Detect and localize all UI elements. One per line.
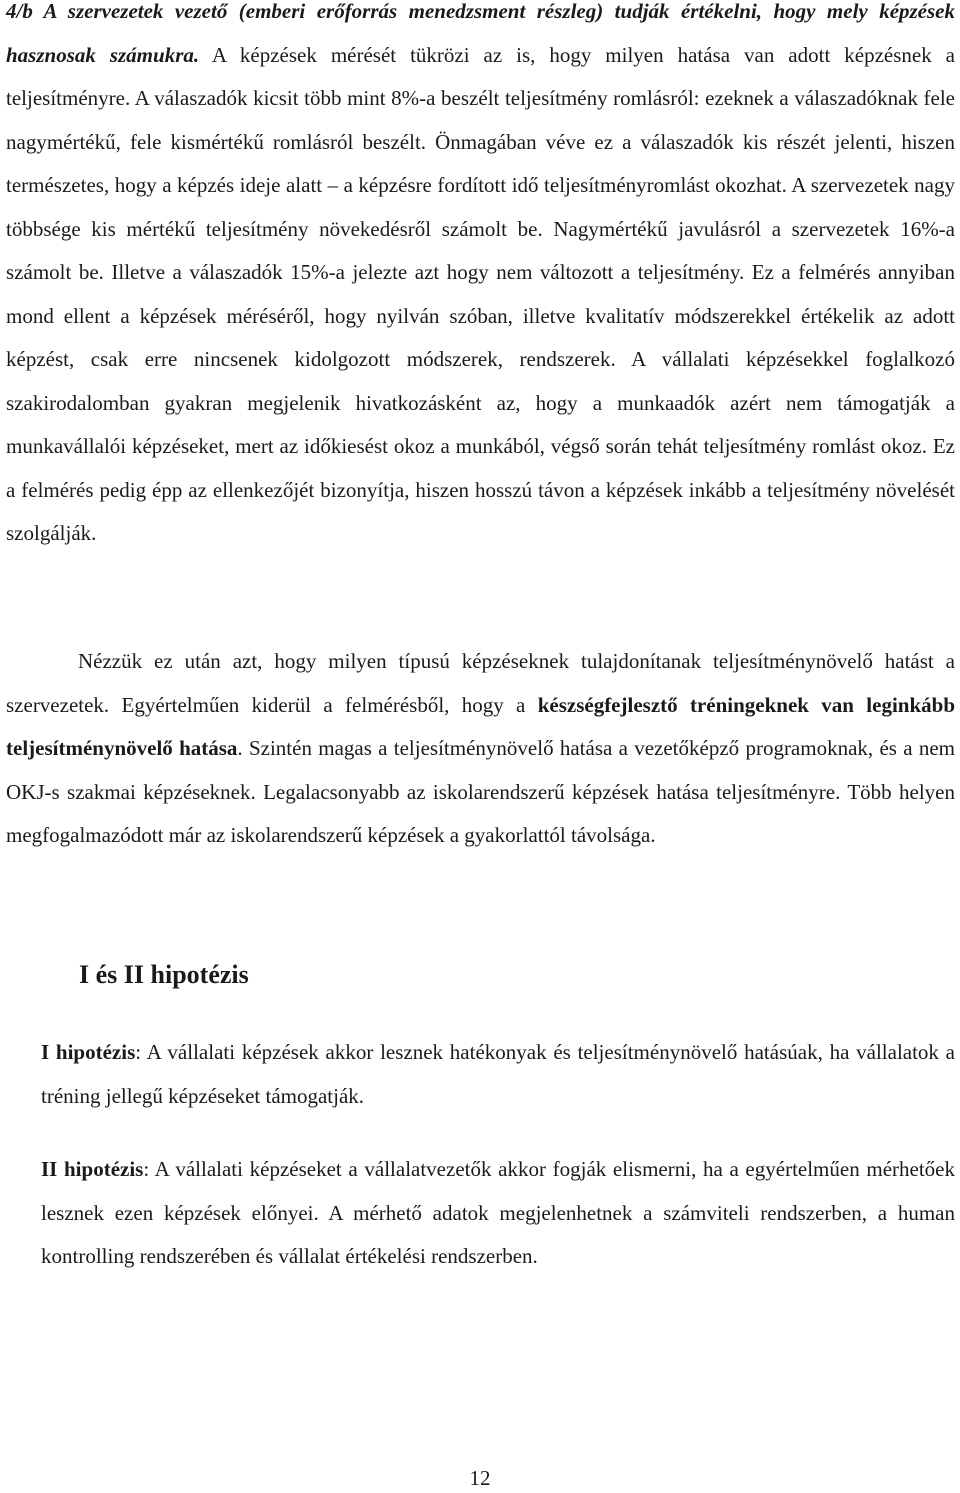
paragraph-1-text: A képzések mérését tükrözi az is, hogy milyen hatása van adott képzésnek a teljesítményre. A válaszadók kicsit több mint 8%-a beszélt teljesítmény romlásról: ezeknek a válaszadóknak fele nagymértékű, fele kismértékű romlásról beszélt. Önmagában véve ez a válaszadók kis részét jelenti, hiszen természetes, hogy a képzés ideje alatt – a képzésre fordított idő teljesítményromlást okozhat. A szervezetek nagy többsége kis mértékű teljesítmény növekedésről számolt be. Nagymértékű javulásról a szervezetek 16%-a számolt be. Illetve a válaszadók 15%-a jelezte azt hogy nem változott a teljesítmény. Ez a felmérés annyiban mond ellent a képzések méréséről, hogy nyilván szóban, illetve kvalitatív módszerekkel értékelik az adott képzést, csak erre nincsenek kidolgozott módszerek, rendszerek. A vállalati képzésekkel foglalkozó szakirodalomban gyakran megjelenik hivatkozásként az, hogy a munkaadók azért nem támogatják a munkavállalói képzéseket, mert az időkiesést okoz a munkából, végső során tehát teljesítmény romlást okoz. Ez a felmérés pedig épp az ellenkezőjét bizonyítja, hiszen hosszú távon a képzések inkább a teljesítmény növelését szolgálják. xyxy=(6,42,955,545)
body-paragraph-2 xyxy=(6,640,955,858)
paragraph-2-text-before: Nézzük ez után azt, hogy milyen típusú képzéseknek tulajdonítanak teljesítménynövelő hatást a szervezetek. Egyértelműen kiderül a felmérésből, hogy a xyxy=(6,649,955,717)
hypothesis-2 xyxy=(41,1148,955,1279)
hypothesis-1 xyxy=(41,1031,955,1118)
paragraph-2-emphasis: készségfejlesztő tréningeknek van leginkább teljesítménynövelő hatása xyxy=(6,692,955,760)
section-lead-4b: 4/b A szervezetek vezető (emberi erőforrás menedzsment részleg) tudják értékelni, hogy mely képzések hasznosak számukra. xyxy=(6,0,955,67)
section-heading: I és II hipotézis xyxy=(79,960,249,989)
body-paragraph-1 xyxy=(6,0,955,556)
hypothesis-2-text: : A vállalati képzéseket a vállalatvezetők akkor fogják elismerni, ha a egyértelműen mérhetőek lesznek ezen képzések előnyei. A mérhető adatok megjelenhetnek a számviteli rendszerben, a human kontrolling rendszerében és vállalat értékelési rendszerben. xyxy=(41,1157,955,1268)
page-number: 12 xyxy=(469,1466,491,1490)
hypothesis-1-label: I hipotézis xyxy=(41,1040,136,1064)
hypothesis-1-text: : A vállalati képzések akkor lesznek hatékonyak és teljesítménynövelő hatásúak, ha vállalatok a tréning jellegű képzéseket támogatják. xyxy=(41,1040,955,1108)
paragraph-2-text-after: . Szintén magas a teljesítménynövelő hatása a vezetőképző programoknak, és a nem OKJ-s szakmai képzéseknek. Legalacsonyabb az iskolarendszerű képzések hatása teljesítményre. Több helyen megfogalmazódott már az iskolarendszerű képzések a gyakorlattól távolsága. xyxy=(6,736,955,847)
hypothesis-2-label: II hipotézis xyxy=(41,1157,144,1181)
